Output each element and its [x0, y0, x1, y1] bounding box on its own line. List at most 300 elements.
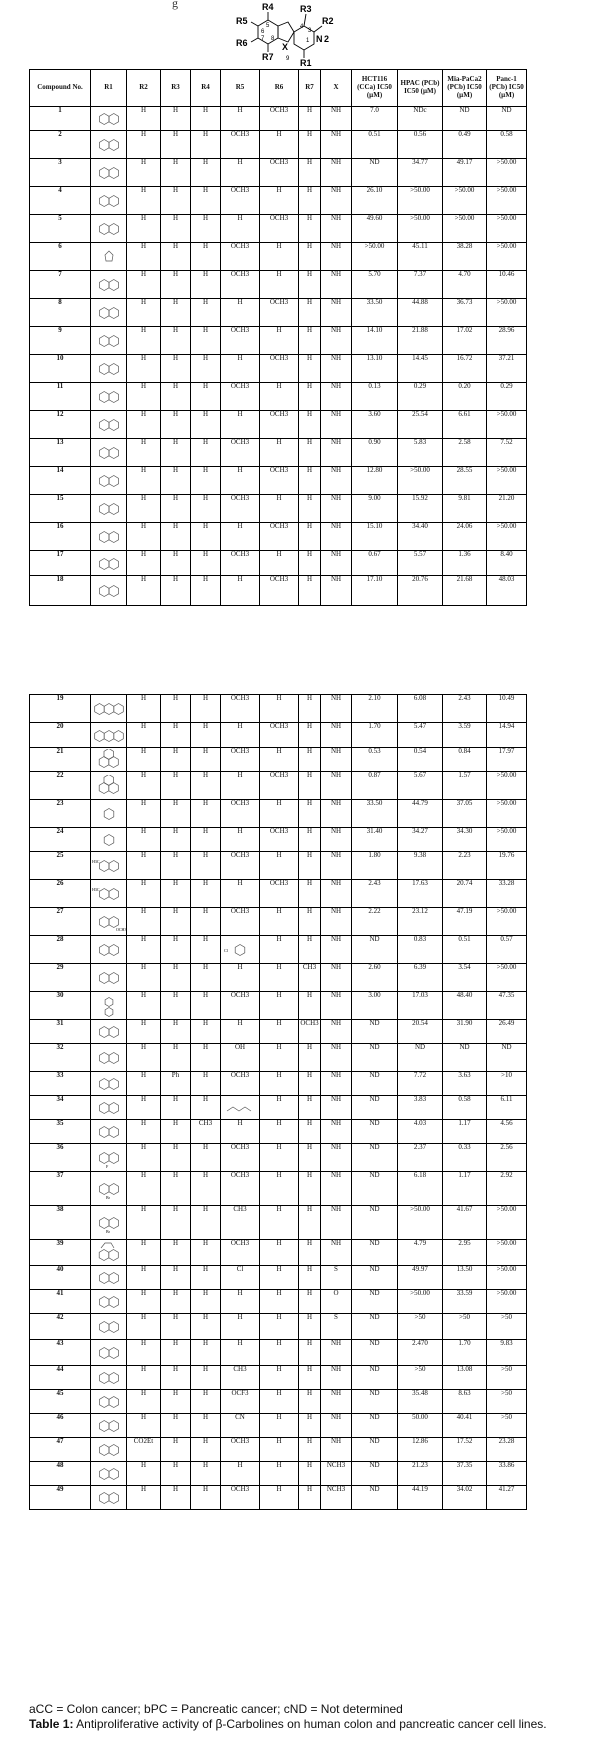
- cell-r2: H: [127, 411, 161, 439]
- cell-r6: H: [260, 551, 299, 576]
- cell-hpac: 17.03: [398, 992, 443, 1020]
- structure-icon: [92, 1439, 126, 1461]
- cell-r6: H: [260, 131, 299, 159]
- cell-r1-structure: [91, 1438, 127, 1462]
- cell-panc: >50.00: [487, 467, 527, 495]
- cell-r5-structure: [221, 936, 260, 964]
- cell-hpac: 35.48: [398, 1390, 443, 1414]
- cell-id: 44: [30, 1366, 91, 1390]
- cell-r1-structure: [91, 1340, 127, 1366]
- cell-x: NH: [321, 852, 352, 880]
- cell-panc: 19.76: [487, 852, 527, 880]
- cell-mia: 21.68: [443, 576, 487, 606]
- cell-r3: H: [161, 772, 191, 800]
- structure-icon: [92, 698, 126, 720]
- cell-hpac: 50.00: [398, 1414, 443, 1438]
- cell-panc: >50: [487, 1414, 527, 1438]
- cell-r5: OH: [221, 1044, 260, 1072]
- cell-mia: 34.30: [443, 828, 487, 852]
- cell-x: NH: [321, 695, 352, 723]
- cell-x: NH: [321, 1414, 352, 1438]
- cell-hpac: 2.37: [398, 1144, 443, 1172]
- cell-hct: 14.10: [352, 327, 398, 355]
- cell-r3: H: [161, 695, 191, 723]
- cell-hpac: >50: [398, 1366, 443, 1390]
- structure-icon: [92, 1121, 126, 1143]
- cell-x: NCH3: [321, 1486, 352, 1510]
- cell-r3: H: [161, 1020, 191, 1044]
- cell-r3: H: [161, 1144, 191, 1172]
- table-row: [30, 828, 527, 852]
- cell-panc: 10.46: [487, 271, 527, 299]
- structure-icon: [92, 1212, 126, 1234]
- cell-id: 11: [30, 383, 91, 411]
- cell-r3: H: [161, 1390, 191, 1414]
- cell-id: 19: [30, 695, 91, 723]
- cell-r3: H: [161, 299, 191, 327]
- cell-mia: 1.70: [443, 1340, 487, 1366]
- cell-r2: H: [127, 992, 161, 1020]
- cell-mia: 0.20: [443, 383, 487, 411]
- cell-r2: H: [127, 1462, 161, 1486]
- cell-r4: H: [191, 1240, 221, 1266]
- cell-r1-structure: [91, 1390, 127, 1414]
- cell-r3: H: [161, 467, 191, 495]
- cell-hpac: 14.45: [398, 355, 443, 383]
- cell-r7: OCH3: [299, 1020, 321, 1044]
- cell-hct: 31.40: [352, 828, 398, 852]
- cell-panc: >50.00: [487, 215, 527, 243]
- cell-mia: 13.50: [443, 1266, 487, 1290]
- table-row: [30, 467, 527, 495]
- cell-r7: H: [299, 215, 321, 243]
- cell-r4: H: [191, 299, 221, 327]
- cell-hct: 0.53: [352, 748, 398, 772]
- cell-r5: CH3: [221, 1206, 260, 1240]
- cell-id: 32: [30, 1044, 91, 1072]
- table-row: [30, 1438, 527, 1462]
- cell-panc: 0.57: [487, 936, 527, 964]
- cell-x: O: [321, 1290, 352, 1314]
- cell-mia: 28.55: [443, 467, 487, 495]
- cell-r7: H: [299, 1438, 321, 1462]
- caption-label: Table 1:: [29, 1717, 74, 1731]
- cell-r7: H: [299, 1486, 321, 1510]
- cell-r2: H: [127, 1240, 161, 1266]
- cell-id: 29: [30, 964, 91, 992]
- cell-r7: H: [299, 936, 321, 964]
- cell-r5: H: [221, 1340, 260, 1366]
- cell-r6: H: [260, 852, 299, 880]
- cell-id: 47: [30, 1438, 91, 1462]
- cell-id: 45: [30, 1390, 91, 1414]
- cell-r6: H: [260, 1120, 299, 1144]
- cell-r4: CH3: [191, 1120, 221, 1144]
- cell-panc: ND: [487, 107, 527, 131]
- cell-x: NH: [321, 107, 352, 131]
- cell-r6: OCH3: [260, 355, 299, 383]
- cell-r7: H: [299, 1120, 321, 1144]
- cell-r2: H: [127, 131, 161, 159]
- cell-r3: H: [161, 1240, 191, 1266]
- cell-r7: H: [299, 355, 321, 383]
- cell-r3: H: [161, 1290, 191, 1314]
- cell-r6: H: [260, 1486, 299, 1510]
- cell-hct: 0.13: [352, 383, 398, 411]
- cell-x: NH: [321, 908, 352, 936]
- structure-icon: [92, 883, 126, 905]
- cell-mia: 2.58: [443, 439, 487, 467]
- cell-r5: H: [221, 355, 260, 383]
- cell-r1-structure: [91, 1366, 127, 1390]
- cell-hct: ND: [352, 1290, 398, 1314]
- cell-panc: 0.29: [487, 383, 527, 411]
- cell-panc: 33.86: [487, 1462, 527, 1486]
- cell-r1-structure: [91, 439, 127, 467]
- cell-panc: >50.00: [487, 964, 527, 992]
- cell-hpac: 23.12: [398, 908, 443, 936]
- cell-x: NCH3: [321, 1462, 352, 1486]
- cell-mia: 49.17: [443, 159, 487, 187]
- cell-r7: H: [299, 299, 321, 327]
- cell-r5: CH3: [221, 1366, 260, 1390]
- cell-r4: H: [191, 1206, 221, 1240]
- table-row: [30, 299, 527, 327]
- cell-x: NH: [321, 1240, 352, 1266]
- cell-r3: H: [161, 1172, 191, 1206]
- cell-hct: 0.87: [352, 772, 398, 800]
- cell-r4: H: [191, 1366, 221, 1390]
- cell-hpac: 17.63: [398, 880, 443, 908]
- cell-panc: 4.56: [487, 1120, 527, 1144]
- cell-r7: H: [299, 1240, 321, 1266]
- cell-r6: H: [260, 243, 299, 271]
- scaffold-pos-1: 1: [306, 38, 310, 44]
- cell-hct: ND: [352, 159, 398, 187]
- cell-hpac: 9.38: [398, 852, 443, 880]
- table-row: [30, 411, 527, 439]
- cell-hct: 0.90: [352, 439, 398, 467]
- scaffold-r4: R4: [262, 2, 274, 12]
- cell-id: 48: [30, 1462, 91, 1486]
- cell-mia: 2.23: [443, 852, 487, 880]
- cell-r5: OCH3: [221, 1144, 260, 1172]
- cell-x: NH: [321, 271, 352, 299]
- cell-r7: H: [299, 1072, 321, 1096]
- cell-r3: H: [161, 748, 191, 772]
- cell-hpac: 7.72: [398, 1072, 443, 1096]
- cell-id: 36: [30, 1144, 91, 1172]
- cell-id: 14: [30, 467, 91, 495]
- cell-r2: H: [127, 271, 161, 299]
- col-header: X: [321, 70, 352, 107]
- cell-r4: H: [191, 772, 221, 800]
- cell-r1-structure: [91, 187, 127, 215]
- cell-id: 23: [30, 800, 91, 828]
- cell-hct: ND: [352, 1072, 398, 1096]
- cell-hct: 1.80: [352, 852, 398, 880]
- cell-panc: 33.28: [487, 880, 527, 908]
- cell-r4: H: [191, 1486, 221, 1510]
- cell-r5: OCH3: [221, 992, 260, 1020]
- cell-mia: 17.52: [443, 1438, 487, 1462]
- cell-r1-structure: [91, 1144, 127, 1172]
- cell-r1-structure: [91, 800, 127, 828]
- cell-r5: OCH3: [221, 439, 260, 467]
- cell-mia: >50.00: [443, 187, 487, 215]
- cell-r3: H: [161, 1314, 191, 1340]
- col-header: Compound No.: [30, 70, 91, 107]
- scaffold-x: X: [282, 42, 289, 52]
- cell-r7: H: [299, 1314, 321, 1340]
- table-row: [30, 551, 527, 576]
- cell-r2: H: [127, 1144, 161, 1172]
- cell-x: S: [321, 1314, 352, 1340]
- cell-r3: H: [161, 1462, 191, 1486]
- cell-r7: H: [299, 828, 321, 852]
- cell-r3: H: [161, 355, 191, 383]
- cell-panc: >50: [487, 1366, 527, 1390]
- cell-r2: H: [127, 828, 161, 852]
- cell-r2: H: [127, 800, 161, 828]
- cell-r1-structure: [91, 215, 127, 243]
- structure-icon: [92, 1316, 126, 1338]
- cell-r2: H: [127, 1366, 161, 1390]
- cell-mia: 2.95: [443, 1240, 487, 1266]
- col-header: R4: [191, 70, 221, 107]
- cell-r4: H: [191, 828, 221, 852]
- cell-r6: H: [260, 964, 299, 992]
- structure-icon: [92, 803, 126, 825]
- cell-id: 34: [30, 1096, 91, 1120]
- scaffold-pos-7: 7: [261, 36, 265, 42]
- cell-panc: 8.40: [487, 551, 527, 576]
- structure-icon: [92, 442, 126, 464]
- cell-r5: Cl: [221, 1266, 260, 1290]
- cell-hct: 13.10: [352, 355, 398, 383]
- cell-hpac: 44.79: [398, 800, 443, 828]
- structure-icon: [92, 1342, 126, 1364]
- cell-r2: H: [127, 936, 161, 964]
- cell-r5: OCH3: [221, 271, 260, 299]
- cell-x: NH: [321, 880, 352, 908]
- cell-panc: >50: [487, 1390, 527, 1414]
- table-row: [30, 880, 527, 908]
- cell-r1-structure: [91, 748, 127, 772]
- table-row: [30, 748, 527, 772]
- cell-r5: OCH3: [221, 1486, 260, 1510]
- cell-r4: H: [191, 936, 221, 964]
- cell-x: NH: [321, 1172, 352, 1206]
- cell-r1-structure: [91, 327, 127, 355]
- structure-icon: [92, 134, 126, 156]
- cell-r2: H: [127, 439, 161, 467]
- cell-r2: H: [127, 187, 161, 215]
- cell-id: 1: [30, 107, 91, 131]
- cell-x: NH: [321, 187, 352, 215]
- cell-hct: 33.50: [352, 299, 398, 327]
- col-header: R2: [127, 70, 161, 107]
- cell-id: 37: [30, 1172, 91, 1206]
- cell-r7: H: [299, 1144, 321, 1172]
- cell-r5: H: [221, 1290, 260, 1314]
- cell-r3: H: [161, 1486, 191, 1510]
- cell-hpac: 5.67: [398, 772, 443, 800]
- cell-r3: H: [161, 723, 191, 748]
- cell-r5: OCH3: [221, 1072, 260, 1096]
- cell-x: NH: [321, 964, 352, 992]
- cell-panc: 6.11: [487, 1096, 527, 1120]
- cell-r1-structure: [91, 576, 127, 606]
- cell-mia: 0.51: [443, 936, 487, 964]
- cell-r3: H: [161, 964, 191, 992]
- scaffold-pos-5: 5: [266, 23, 270, 29]
- cell-panc: >50.00: [487, 523, 527, 551]
- cell-r1-structure: [91, 1172, 127, 1206]
- cell-r7: H: [299, 131, 321, 159]
- cell-mia: 48.40: [443, 992, 487, 1020]
- table-row: [30, 1414, 527, 1438]
- cell-r1-structure: [91, 1020, 127, 1044]
- cell-r6: H: [260, 1044, 299, 1072]
- cell-r2: H: [127, 299, 161, 327]
- cell-r2: H: [127, 551, 161, 576]
- cell-x: NH: [321, 215, 352, 243]
- cell-panc: >50.00: [487, 243, 527, 271]
- cell-r5: H: [221, 215, 260, 243]
- cell-r7: H: [299, 107, 321, 131]
- cell-mia: 1.57: [443, 772, 487, 800]
- cell-r4: H: [191, 1044, 221, 1072]
- r1-methyl-label: H3C: [91, 887, 100, 892]
- structure-icon: [92, 1073, 126, 1095]
- cell-x: NH: [321, 411, 352, 439]
- cell-r6: H: [260, 1072, 299, 1096]
- table-row: [30, 523, 527, 551]
- cell-r3: H: [161, 1438, 191, 1462]
- cell-r6: H: [260, 1096, 299, 1120]
- cell-r4: H: [191, 1144, 221, 1172]
- cell-hct: 12.80: [352, 467, 398, 495]
- cell-hct: 0.51: [352, 131, 398, 159]
- cell-r1-structure: [91, 355, 127, 383]
- cell-r3: H: [161, 1340, 191, 1366]
- cell-r2: H: [127, 383, 161, 411]
- cell-hpac: >50.00: [398, 1290, 443, 1314]
- structure-icon: [92, 218, 126, 240]
- cell-r1-structure: [91, 243, 127, 271]
- cell-mia: 13.08: [443, 1366, 487, 1390]
- structure-icon: [92, 274, 126, 296]
- cell-id: 4: [30, 187, 91, 215]
- cell-r6: H: [260, 1206, 299, 1240]
- cell-r1-structure: [91, 1096, 127, 1120]
- cell-r3: H: [161, 327, 191, 355]
- cell-r7: H: [299, 411, 321, 439]
- cell-hct: ND: [352, 1266, 398, 1290]
- cell-hct: ND: [352, 1044, 398, 1072]
- cell-r6: H: [260, 1340, 299, 1366]
- cell-r1-structure: [91, 964, 127, 992]
- structure-icon: [92, 162, 126, 184]
- cell-r4: H: [191, 159, 221, 187]
- cell-panc: >50.00: [487, 299, 527, 327]
- cell-r3: H: [161, 1366, 191, 1390]
- cell-r2: H: [127, 1486, 161, 1510]
- structure-icon: [92, 1415, 126, 1437]
- table-footnote-area: [29, 1702, 589, 1732]
- cell-r7: H: [299, 800, 321, 828]
- cell-panc: >50.00: [487, 187, 527, 215]
- cell-r2: H: [127, 107, 161, 131]
- cell-hpac: 44.19: [398, 1486, 443, 1510]
- cell-r3: H: [161, 1206, 191, 1240]
- cell-id: 49: [30, 1486, 91, 1510]
- cell-mia: 24.06: [443, 523, 487, 551]
- cell-r2: H: [127, 1340, 161, 1366]
- cell-r3: H: [161, 576, 191, 606]
- cell-r1-structure: [91, 908, 127, 936]
- cell-id: 7: [30, 271, 91, 299]
- caption-text: Antiproliferative activity of β-Carbolines on human colon and pancreatic cancer cell lines.: [73, 1717, 547, 1731]
- cell-r2: H: [127, 1266, 161, 1290]
- cell-x: NH: [321, 772, 352, 800]
- cell-r1-structure: [91, 852, 127, 880]
- cell-x: NH: [321, 723, 352, 748]
- cell-r2: H: [127, 723, 161, 748]
- cell-r7: H: [299, 1206, 321, 1240]
- cell-r4: H: [191, 576, 221, 606]
- cell-r1-structure: [91, 880, 127, 908]
- cell-r7: H: [299, 852, 321, 880]
- cell-r6: OCH3: [260, 880, 299, 908]
- cell-r3: Ph: [161, 1072, 191, 1096]
- cell-panc: >50.00: [487, 159, 527, 187]
- cell-panc: >50.00: [487, 1206, 527, 1240]
- cell-x: S: [321, 1266, 352, 1290]
- cell-hct: 1.70: [352, 723, 398, 748]
- cell-r3: H: [161, 271, 191, 299]
- cell-id: 42: [30, 1314, 91, 1340]
- cell-r6: H: [260, 1172, 299, 1206]
- cell-mia: 3.63: [443, 1072, 487, 1096]
- structure-icon: [92, 911, 126, 933]
- cell-r2: H: [127, 1414, 161, 1438]
- cell-hpac: 7.37: [398, 271, 443, 299]
- cell-hpac: 3.83: [398, 1096, 443, 1120]
- footnote-text: aCC = Colon cancer; bPC = Pancreatic cancer; cND = Not determined: [29, 1702, 403, 1716]
- cell-r4: H: [191, 355, 221, 383]
- cell-r5: H: [221, 159, 260, 187]
- scaffold-pos-8: 8: [271, 36, 275, 42]
- cell-mia: 1.36: [443, 551, 487, 576]
- table-row: [30, 1340, 527, 1366]
- cell-r5: H: [221, 880, 260, 908]
- cell-r4: H: [191, 1290, 221, 1314]
- col-header: R6: [260, 70, 299, 107]
- cell-hct: ND: [352, 1144, 398, 1172]
- structure-icon: [92, 414, 126, 436]
- cell-r2: H: [127, 355, 161, 383]
- cell-r4: H: [191, 551, 221, 576]
- cell-x: NH: [321, 748, 352, 772]
- cell-r5: OCH3: [221, 852, 260, 880]
- cell-r3: H: [161, 411, 191, 439]
- cell-r6: H: [260, 695, 299, 723]
- cell-hct: ND: [352, 1020, 398, 1044]
- cell-panc: 14.94: [487, 723, 527, 748]
- cell-r2: H: [127, 772, 161, 800]
